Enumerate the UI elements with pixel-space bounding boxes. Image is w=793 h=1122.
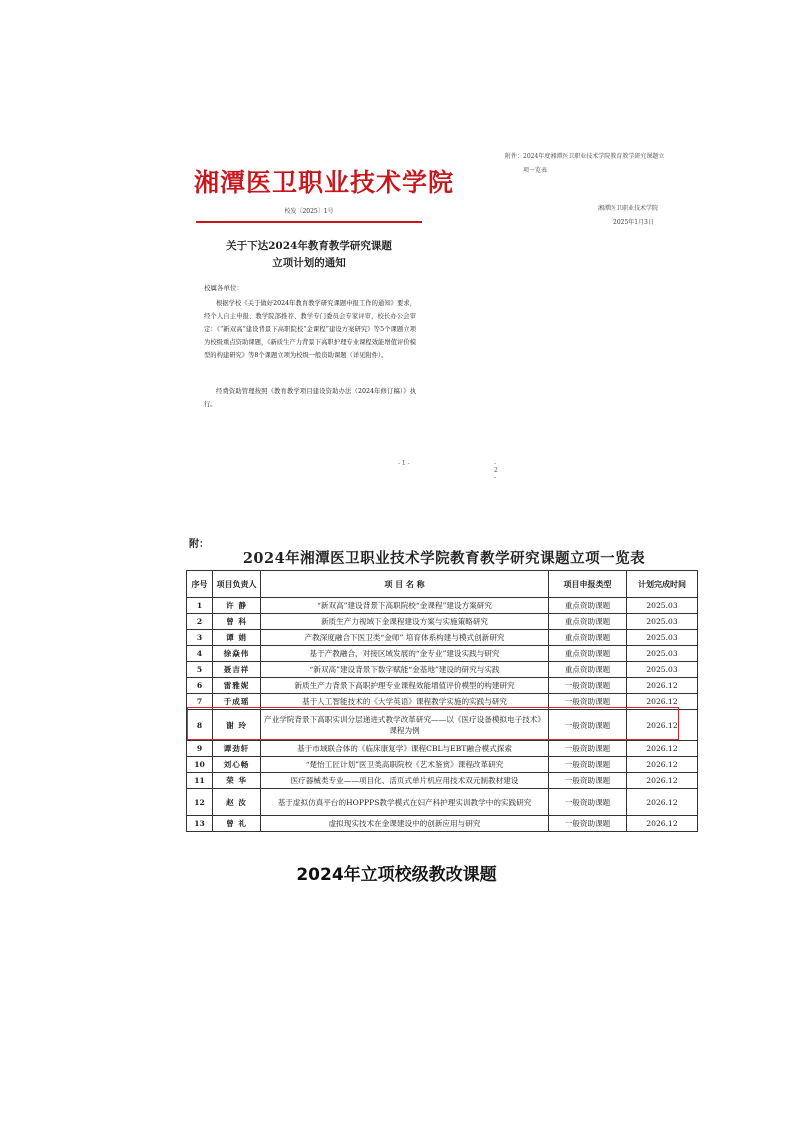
header-seq: 序号 (187, 571, 213, 598)
row-no: 10 (187, 757, 213, 773)
attachment-line1: 附件：2024年度湘潭医卫职业技术学院教育教学研究课题立 (505, 153, 665, 160)
table-row (187, 773, 698, 789)
row-topic: 基于产教融合，对接区域发展的“金专业”建设实践与研究 (261, 646, 549, 662)
row-topic: 医疗器械类专业——项目化、活页式单片机应用技术双元制教材建设 (261, 773, 549, 789)
table-row (187, 816, 698, 832)
row-leader: 于成瑶 (213, 694, 261, 710)
row-date: 2026.12 (627, 678, 698, 694)
row-leader: 聂吉祥 (213, 662, 261, 678)
row-date: 2025.03 (627, 630, 698, 646)
row-type: 一般资助课题 (549, 816, 627, 832)
header-plan: 计划完成时间 (627, 571, 698, 598)
row-leader: 谢 玲 (213, 710, 261, 741)
table-title: 2024年湘潭医卫职业技术学院教育教学研究课题立项一览表 (242, 550, 646, 567)
header-name: 项 目 名 称 (261, 571, 549, 598)
row-no: 8 (187, 710, 213, 741)
table-row (187, 662, 698, 678)
page-number-1: - 1 - (398, 460, 410, 467)
row-type: 一般资助课题 (549, 757, 627, 773)
row-type: 重点资助课题 (549, 646, 627, 662)
row-type: 一般资助课题 (549, 710, 627, 741)
row-topic: 基于市域联合体的《临床康复学》课程CBL与EBT融合模式探索 (261, 741, 549, 757)
row-leader: 许 静 (213, 598, 261, 614)
row-no: 13 (187, 816, 213, 832)
salutation: 校属各单位： (204, 284, 243, 292)
header-type: 项目申报类型 (549, 571, 627, 598)
table-row (187, 598, 698, 614)
row-no: 6 (187, 678, 213, 694)
caption: 2024年立项校级教改课题 (296, 865, 497, 885)
red-divider (196, 221, 422, 223)
table-row (187, 789, 698, 816)
row-no: 11 (187, 773, 213, 789)
row-topic: 新质生产力视域下金课程建设方案与实施策略研究 (261, 614, 549, 630)
row-no: 4 (187, 646, 213, 662)
row-type: 一般资助课题 (549, 789, 627, 816)
highlight-box (187, 707, 679, 740)
row-leader: 徐焱伟 (213, 646, 261, 662)
table-header-row (187, 571, 698, 598)
row-no: 3 (187, 630, 213, 646)
row-topic: 基于人工智能技术的《大学英语》课程教学实施的实践与研究 (261, 694, 549, 710)
sign-org: 湘潭医卫职业技术学院 (598, 205, 659, 212)
project-table (186, 570, 698, 832)
attachment-note (505, 150, 705, 178)
row-leader: 赵 汝 (213, 789, 261, 816)
row-type: 一般资助课题 (549, 678, 627, 694)
row-type: 重点资助课题 (549, 630, 627, 646)
sign-date: 2025年1月3日 (613, 219, 654, 226)
org-name-header: 湘潭医卫职业技术学院 (194, 168, 455, 197)
row-date: 2025.03 (627, 614, 698, 630)
table-row (187, 678, 698, 694)
row-no: 7 (187, 694, 213, 710)
notice-page (194, 138, 498, 481)
row-topic: “新双高”建设背景下高职院校“金课程”建设方案研究 (261, 598, 549, 614)
row-no: 12 (187, 789, 213, 816)
row-no: 2 (187, 614, 213, 630)
row-date: 2026.12 (627, 789, 698, 816)
row-type: 一般资助课题 (549, 773, 627, 789)
row-topic: “新双高”建设背景下数字赋能“金基地”建设的研究与实践 (261, 662, 549, 678)
row-date: 2026.12 (627, 816, 698, 832)
page-number-2: - 2 - (494, 460, 498, 481)
row-leader: 谭劲轩 (213, 741, 261, 757)
row-leader: 荣 华 (213, 773, 261, 789)
table-row (187, 757, 698, 773)
notice-title (194, 238, 424, 272)
notice-paragraph-1: 根据学校《关于做好2024年教育教学研究课题申报工作的通知》要求，经个人自主申报、教学院部推荐、教学专门委员会专家评审，校长办公会审定：《“新双高”建设背景下高职院校“金课程”建设方案研究》等5个课题立项为校级重点资助课题，《新质生产力背景下高职护理专业课程效能增值评价模型的构建研究》等8个课题立项为校级一般资助课题（详见附件）。 (204, 300, 416, 359)
row-date: 2026.12 (627, 741, 698, 757)
row-type: 重点资助课题 (549, 662, 627, 678)
row-topic: “楚怡工匠计划”医卫类高职院校《艺术鉴赏》课程改革研究 (261, 757, 549, 773)
row-leader: 曾 礼 (213, 816, 261, 832)
header-leader: 项目负责人 (213, 571, 261, 598)
row-date: 2025.03 (627, 598, 698, 614)
row-date: 2026.12 (627, 694, 698, 710)
row-leader: 曾 科 (213, 614, 261, 630)
row-date: 2025.03 (627, 662, 698, 678)
row-topic: 基于虚拟仿真平台的HOPPPS教学模式在妇产科护理实训教学中的实践研究 (261, 789, 549, 816)
doc-number: 校发〔2025〕1号 (284, 208, 334, 215)
row-no: 9 (187, 741, 213, 757)
row-date: 2025.03 (627, 646, 698, 662)
row-leader: 刘心畅 (213, 757, 261, 773)
row-type: 一般资助课题 (549, 694, 627, 710)
row-topic: 新质生产力背景下高职护理专业课程效能增值评价模型的构建研究 (261, 678, 549, 694)
table-row (187, 614, 698, 630)
notice-paragraph-2: 经费资助管理按照《教育教学项目建设资助办法（2024年修订稿）》执行。 (204, 388, 416, 408)
row-type: 一般资助课题 (549, 741, 627, 757)
notice-title-line1: 关于下达2024年教育教学研究课题 (226, 240, 392, 252)
row-leader: 谭 娟 (213, 630, 261, 646)
row-no: 1 (187, 598, 213, 614)
row-type: 重点资助课题 (549, 598, 627, 614)
row-topic: 产业学院背景下高职实训分层递进式教学改革研究——以《医疗设备模拟电子技术》课程为例 (261, 710, 549, 741)
notice-title-line2: 立项计划的通知 (272, 257, 346, 269)
table-row (187, 630, 698, 646)
table-row (187, 741, 698, 757)
table-row (187, 646, 698, 662)
row-no: 5 (187, 662, 213, 678)
row-date: 2026.12 (627, 757, 698, 773)
row-topic: 虚拟现实技术在金课建设中的创新应用与研究 (261, 816, 549, 832)
row-date: 2026.12 (627, 773, 698, 789)
row-type: 重点资助课题 (549, 614, 627, 630)
row-topic: 产教深度融合下医卫类“金师” 培育体系构建与模式创新研究 (261, 630, 549, 646)
row-date: 2026.12 (627, 710, 698, 741)
attachment-line2: 项一览表 (523, 167, 548, 174)
row-leader: 雷雅妮 (213, 678, 261, 694)
table-prefix: 附： (189, 539, 209, 550)
